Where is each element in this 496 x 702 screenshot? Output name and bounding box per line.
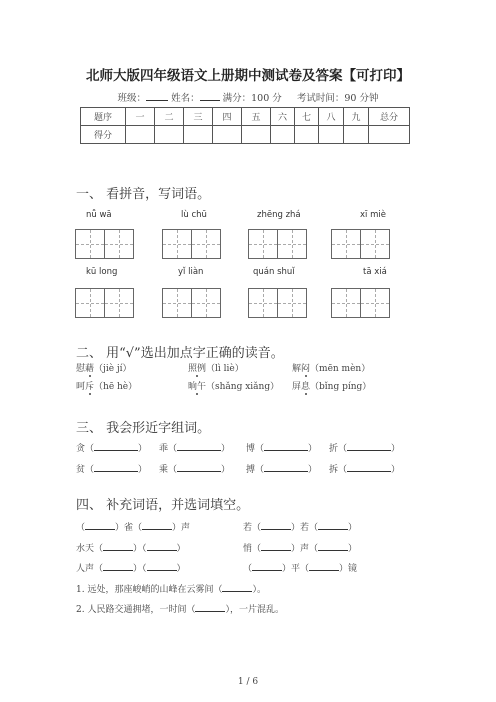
exam-time: 考试时间：90 分钟 (296, 93, 379, 104)
pinyin-label: quán shuǐ (253, 267, 295, 277)
char: 搏 (246, 465, 256, 475)
pinyin-label: xī miè (360, 210, 386, 220)
score-cell: 六 (271, 108, 295, 126)
idiom-text: ）（ (133, 544, 147, 554)
word-item[interactable]: 折（ ） (329, 441, 400, 454)
idiom-item[interactable] (76, 561, 186, 574)
answer-blank[interactable] (261, 520, 291, 530)
page-number: 1 / 6 (237, 677, 259, 687)
dotted-char: 息 (301, 382, 311, 392)
answer-blank[interactable] (347, 441, 391, 451)
idiom-item[interactable] (76, 520, 190, 533)
writing-grid[interactable] (75, 288, 134, 318)
char: 折 (329, 444, 339, 454)
answer-blank[interactable] (318, 520, 348, 530)
score-cell: 四 (213, 108, 242, 126)
word-item[interactable]: 博（ ） (246, 441, 317, 454)
item-text: 呵 (76, 382, 86, 392)
item-text: 解 (292, 364, 302, 374)
item-text: 照例 (188, 364, 207, 374)
item-text: 晌午 (188, 382, 207, 392)
score-cell: 八 (319, 108, 344, 126)
pinyin-options: （lì liè） (206, 364, 244, 374)
item-text: 慰 (76, 364, 86, 374)
idiom-text: ） (176, 564, 186, 574)
idiom-text: （ (76, 523, 86, 533)
reading-item[interactable] (188, 379, 279, 392)
answer-blank[interactable] (94, 441, 138, 451)
page-title: 北师大版四年级语文上册期中测试卷及答案【可打印】 (86, 68, 410, 84)
idiom-text: ）声（ (291, 544, 319, 554)
class-label: 班级： (117, 93, 147, 104)
class-blank (146, 91, 168, 101)
score-table-header-row (81, 108, 410, 126)
pinyin-label: tā xiá (363, 267, 387, 277)
char: 乘 (159, 465, 169, 475)
pinyin-label: nǚ wā (86, 210, 112, 220)
sentence-text: 1. 远处，那座峻峭的山峰在云雾间（ (76, 585, 223, 595)
idiom-text: ）雀（ (115, 523, 143, 533)
char: 乖 (159, 444, 169, 454)
full-score: 满分：100 分 (222, 93, 282, 104)
idiom-text: 人声（ (76, 564, 104, 574)
answer-blank[interactable] (318, 541, 348, 551)
answer-blank[interactable] (85, 520, 115, 530)
dotted-char: 闷 (301, 364, 311, 374)
word-item[interactable]: 搏（ ） (246, 462, 317, 475)
writing-grid[interactable] (248, 229, 307, 259)
score-cell: 得分 (81, 126, 126, 144)
answer-blank[interactable] (264, 441, 308, 451)
writing-grid[interactable] (162, 288, 221, 318)
word-item[interactable]: 拆（ ） (329, 462, 400, 475)
idiom-item[interactable] (243, 561, 357, 574)
dotted-char: 藉 (85, 364, 95, 374)
idiom-text: ） (348, 523, 358, 533)
idiom-text: ） (348, 544, 358, 554)
answer-blank[interactable] (195, 602, 225, 612)
fill-sentence-1[interactable] (76, 582, 266, 595)
reading-item[interactable] (188, 361, 244, 374)
idiom-text: ）声 (172, 523, 191, 533)
reading-item[interactable] (76, 361, 132, 374)
score-cell (369, 126, 410, 144)
dotted-char: 斥 (85, 382, 95, 392)
score-table-score-row (81, 126, 410, 144)
idiom-item[interactable] (76, 541, 186, 554)
item-text: 屏 (292, 382, 302, 392)
answer-blank[interactable] (147, 541, 177, 551)
score-cell: 五 (242, 108, 271, 126)
idiom-text: 水天（ (76, 544, 104, 554)
score-cell (126, 126, 155, 144)
pinyin-options: （hē hè） (94, 382, 138, 392)
section-4-heading: 四、 补充词语，并选词填空。 (76, 498, 250, 513)
score-cell (242, 126, 271, 144)
word-item[interactable]: 贪（ ） (76, 441, 147, 454)
idiom-text: （ (243, 564, 253, 574)
idiom-text: ）（ (133, 564, 147, 574)
answer-blank[interactable] (309, 561, 339, 571)
fill-sentence-2[interactable] (76, 602, 284, 615)
name-label: 姓名： (171, 93, 200, 104)
score-cell: 二 (155, 108, 184, 126)
reading-item[interactable] (76, 379, 137, 392)
section-1-heading: 一、 看拼音，写词语。 (76, 187, 211, 202)
writing-grid[interactable] (331, 288, 390, 318)
answer-blank[interactable] (264, 462, 308, 472)
answer-blank[interactable] (222, 582, 252, 592)
score-cell (184, 126, 213, 144)
score-cell: 三 (184, 108, 213, 126)
section-2-heading: 二、 用“√”选出加点字正确的读音。 (76, 346, 284, 361)
answer-blank[interactable] (261, 541, 291, 551)
score-cell: 总分 (369, 108, 410, 126)
pinyin-label: lù chū (181, 210, 207, 220)
reading-item[interactable] (292, 379, 371, 392)
char: 贪 (76, 444, 86, 454)
answer-blank[interactable] (252, 561, 282, 571)
reading-item[interactable] (292, 361, 370, 374)
sentence-text: 2. 人民路交通拥堵，一时间（ (76, 605, 196, 615)
score-cell (295, 126, 319, 144)
sentence-text: ）。 (252, 585, 266, 595)
word-item[interactable]: 乘（ ） (159, 462, 230, 475)
score-cell (271, 126, 295, 144)
idiom-text: 悄（ (243, 544, 262, 554)
char: 博 (246, 444, 256, 454)
idiom-text: ）若（ (291, 523, 319, 533)
pinyin-label: zhēng zhá (257, 210, 301, 220)
answer-blank[interactable] (94, 462, 138, 472)
pinyin-options: （shǎng xiǎng） (206, 382, 280, 392)
sentence-text: ），一片混乱。 (225, 605, 284, 615)
writing-grid[interactable] (248, 288, 307, 318)
score-cell: 题序 (81, 108, 126, 126)
idiom-item[interactable] (243, 541, 357, 554)
idiom-text: 若（ (243, 523, 262, 533)
score-cell: 一 (126, 108, 155, 126)
pinyin-label: yǐ liàn (178, 267, 204, 277)
writing-grid[interactable] (75, 229, 134, 259)
answer-blank[interactable] (147, 561, 177, 571)
answer-blank[interactable] (177, 462, 221, 472)
word-item[interactable]: 乖（ ） (159, 441, 230, 454)
pinyin-options: （mēn mèn） (310, 364, 371, 374)
idiom-text: ） (176, 544, 186, 554)
score-cell: 九 (344, 108, 369, 126)
idiom-text: ）镜 (339, 564, 358, 574)
pinyin-options: （bǐng píng） (310, 382, 372, 392)
answer-blank[interactable] (142, 520, 172, 530)
answer-blank[interactable] (103, 561, 133, 571)
score-table (80, 107, 410, 144)
answer-blank[interactable] (177, 441, 221, 451)
char: 拆 (329, 465, 339, 475)
section-3-heading: 三、 我会形近字组词。 (76, 421, 211, 436)
writing-grid[interactable] (331, 229, 390, 259)
idiom-item[interactable] (243, 520, 357, 533)
pinyin-label: kū long (86, 267, 118, 277)
score-cell (213, 126, 242, 144)
score-cell (155, 126, 184, 144)
word-item[interactable]: 贫（ ） (76, 462, 147, 475)
writing-grid[interactable] (162, 229, 221, 259)
idiom-text: ）平（ (282, 564, 310, 574)
answer-blank[interactable] (103, 541, 133, 551)
pinyin-options: （jiè jí） (94, 364, 132, 374)
answer-blank[interactable] (347, 462, 391, 472)
score-cell (344, 126, 369, 144)
name-blank (200, 91, 220, 101)
char: 贫 (76, 465, 86, 475)
score-cell (319, 126, 344, 144)
score-cell: 七 (295, 108, 319, 126)
exam-info (0, 90, 496, 104)
